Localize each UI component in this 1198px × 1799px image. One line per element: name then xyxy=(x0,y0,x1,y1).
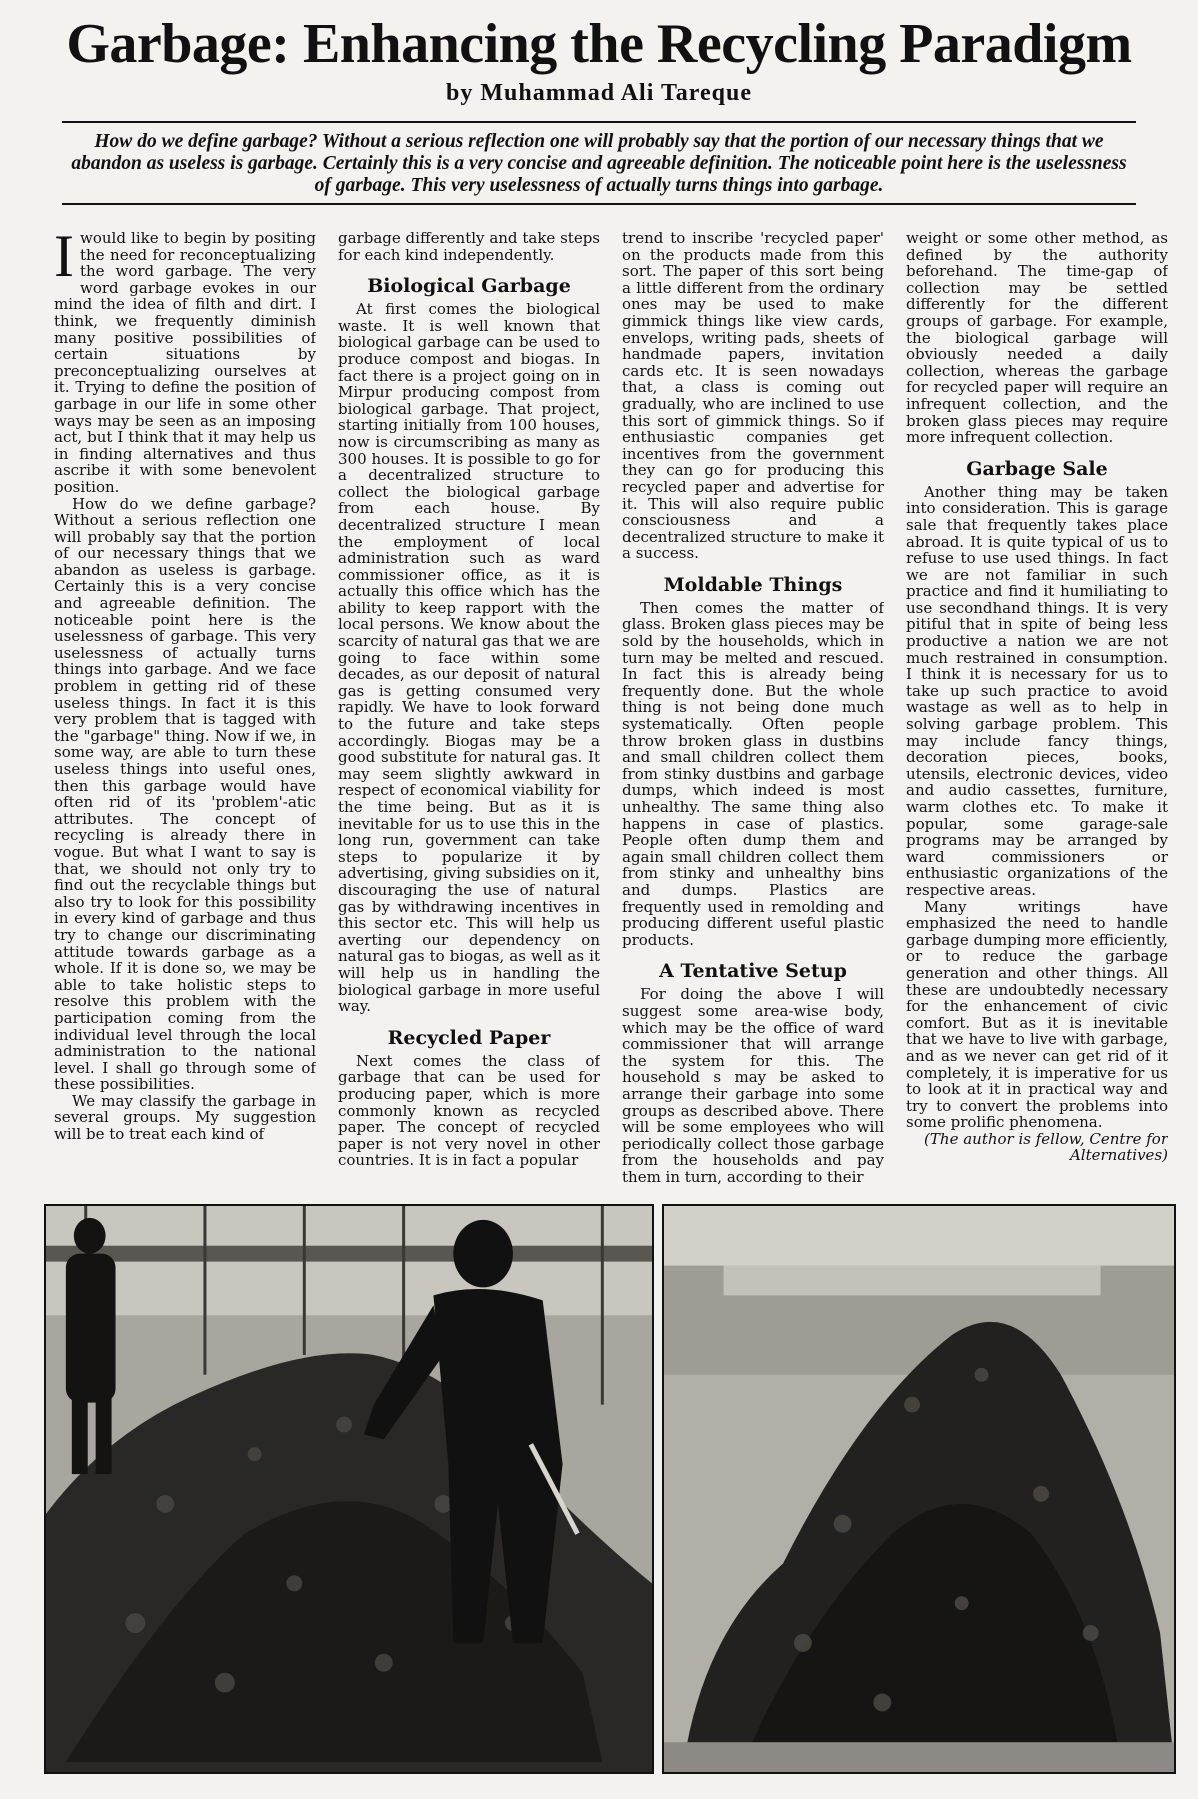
photo-illustration xyxy=(664,1206,1174,1772)
column-3 xyxy=(622,230,884,1190)
subhead-garbage-sale: Garbage Sale xyxy=(966,457,1108,480)
deck-summary: How do we define garbage? Without a serious reflection one will probably say that the portion of our necessary things that we abandon as useless is garbage. Certainly this is a very concise and agreeable definition. The noticeable point here is the uselessness of garbage. This very uselessness of actually turns things into garbage. xyxy=(62,121,1136,205)
paragraph: garbage differently and take steps for each kind independently. xyxy=(338,230,600,264)
subhead-biological-garbage: Biological Garbage xyxy=(367,275,571,298)
photo-compost-mound xyxy=(662,1204,1176,1774)
subhead-moldable-things: Moldable Things xyxy=(663,573,843,596)
paragraph: Then comes the matter of glass. Broken glass pieces may be sold by the households, which in turn may be melted and rescued. In fact this is already being frequently done. But the whole thing is not being done much systematically. Often people throw broken glass in dustbins and small children collect them from stinky dustbins and garbage dumps, which indeed is most unhealthy. The same thing also happens in case of plastics. People often dump them and again small children collect them from stinky and unhealthy bins and dumps. Plastics are frequently used in remolding and producing different useful plastic products. xyxy=(622,598,884,949)
headline: Garbage: Enhancing the Recycling Paradigm xyxy=(66,13,1132,75)
subhead-tentative-setup: A Tentative Setup xyxy=(659,960,847,983)
paragraph: Next comes the class of garbage that can be used for producing paper, which is more commonly known as recycled paper. The concept of recycled paper is not very novel in other countries. It is in fact a popular xyxy=(338,1051,600,1170)
photo-workers-garbage-heap xyxy=(44,1204,654,1774)
article-columns xyxy=(54,230,1174,1190)
paragraph: For doing the above I will suggest some area-wise body, which may be the office of ward commissioner that will arrange the system for this. The household s may be asked to arrange their garbage into some groups as described above. There will be some employees who will periodically collect those garbage from the households and pay them in turn, according to their xyxy=(622,985,884,1186)
author-credit: (The author is fellow, Centre for Alternatives) xyxy=(924,1129,1168,1165)
column-4 xyxy=(906,230,1168,1190)
byline: by Muhammad Ali Tareque xyxy=(446,80,752,106)
intro-paragraph: Iwould like to begin by positing the need for reconceptualizing the word garbage. The very word garbage evokes in our mind the idea of filth and dirt. I think, we frequently diminish many positive possibilities of certain situations by preconceptualizing ourselves at it. Trying to define the position of garbage in our life in some other ways may be seen as an imposing act, but I think that it may help us in finding alternatives and thus ascribe it with some benevolent position. xyxy=(54,230,316,496)
paragraph: weight or some other method, as defined by the authority beforehand. The time-gap of collection may be settled differently for the different groups of garbage. For example, the biological garbage will obviously needed a daily collection, whereas the garbage for recycled paper will require an infrequent collection, and the broken glass pieces may require more infrequent collection. xyxy=(906,230,1168,447)
drop-cap: I xyxy=(54,230,74,289)
paragraph: How do we define garbage? Without a serious reflection one will probably say that the portion of our necessary things that we abandon as useless is garbage. Certainly this is a very concise and agreeable definition. The noticeable point here is the uselessness of garbage. This very uselessness of actually turns things into garbage. And we face problem in getting rid of these useless things. In fact it is this very problem that is tagged with the "garbage" thing. Now if we, in some way, are able to turn these useless things into useful ones, then this garbage would have often rid of its 'problem'-atic attributes. The concept of recycling is already there in vogue. But what I want to say is that, we should not only try to find out the recyclable things but also try to look for this possibility in every kind of garbage and thus try to change our discriminating attitude towards garbage as a whole. If it is done so, we may be able to take holistic steps to resolve this problem with the participation coming from the individual level through the local administration to the national level. I shall go through some of these possibilities. xyxy=(54,494,316,1094)
newspaper-page xyxy=(0,14,1198,1799)
column-2 xyxy=(338,230,600,1190)
photo-illustration xyxy=(46,1206,652,1772)
paragraph: We may classify the garbage in several groups. My suggestion will be to treat each kind of xyxy=(54,1091,316,1144)
paragraph: Another thing may be taken into consideration. This is garage sale that frequently takes place abroad. It is quite typical of us to refuse to use used things. In fact we are not familiar in such practice and find it humiliating to use secondhand things. It is very pitiful that in spite of being less productive a nation we are not much restrained in consumption. I think it is necessary for us to take up such practice to avoid wastage as well as to help in solving garbage problem. This may include fancy things, decoration pieces, books, utensils, electronic devices, video and audio cassettes, furniture, warm clothes etc. To make it popular, some garage-sale programs may be arranged by ward commissioners or enthusiastic organizations of the respective areas. xyxy=(906,482,1168,899)
photo-row xyxy=(44,1204,1176,1774)
paragraph: trend to inscribe 'recycled paper' on the products made from this sort. The paper of this sort being a little different from the ordinary ones may be used to make gimmick things like view cards, envelops, writing pads, sheets of handmade papers, invitation cards etc. It is seen nowadays that, a class is coming out gradually, who are inclined to use this sort of gimmick things. So if enthusiastic companies get incentives from the government they can go for producing this recycled paper and advertise for it. This will also require public consciousness and a decentralized structure to make it a success. xyxy=(622,230,884,563)
paragraph: At first comes the biological waste. It is well known that biological garbage can be used to produce compost and biogas. In fact there is a project going on in Mirpur producing compost from biological garbage. That project, starting initially from 100 houses, now is circumscribing as many as 300 houses. It is possible to go for a decentralized structure to collect the biological garbage from each house. By decentralized structure I mean the employment of local administration such as ward commissioner office, as it is actually this office which has the ability to keep rapport with the local persons. We know about the scarcity of natural gas that we are going to face within some decades, as our deposit of natural gas is getting consumed very rapidly. We have to look forward to the future and take steps accordingly. Biogas may be a good substitute for natural gas. It may seem slightly awkward in respect of economical viability for the time being. But as it is inevitable for us to use this in the long run, government can take steps to popularize it by advertising, giving subsidies on it, discouraging the use of natural gas by withdrawing incentives in this sector etc. This will help us averting our dependency on natural gas to biogas, as well as it will help us in handling the biological garbage in more useful way. xyxy=(338,300,600,1016)
paragraph: Many writings have emphasized the need to handle garbage dumping more efficiently, or to reduce the garbage generation and other things. All these are undoubtedly necessary for the enhancement of civic comfort. But as it is inevitable that we have to live with garbage, and as we never can get rid of it completely, it is imperative for us to look at it in practical way and try to convert the problems into some prolific phenomena. xyxy=(906,897,1168,1132)
column-1 xyxy=(54,230,316,1190)
subhead-recycled-paper: Recycled Paper xyxy=(387,1026,551,1049)
